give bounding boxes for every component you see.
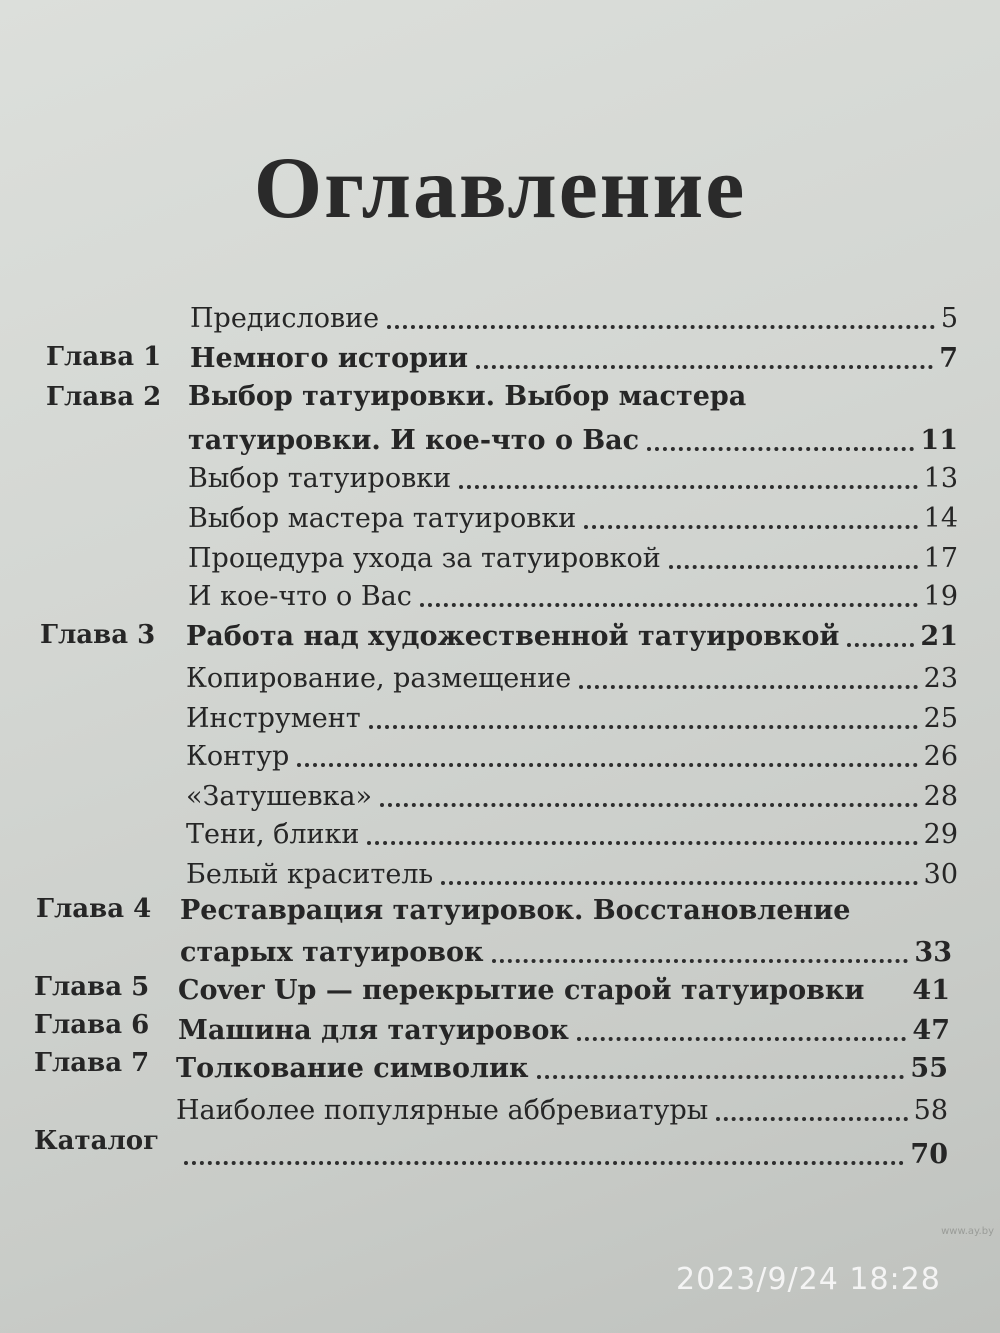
- leader-dots: [577, 1037, 907, 1041]
- toc-entry-ch2: [188, 422, 958, 458]
- leader-dots: [297, 763, 917, 767]
- toc-entry-choice: [188, 460, 958, 496]
- page-number: 25: [923, 703, 958, 734]
- toc-entry-shadows: [186, 816, 958, 852]
- entry-title: старых татуировок: [180, 937, 484, 968]
- page-number: 21: [920, 621, 958, 652]
- toc-entry-white: [186, 856, 958, 892]
- page-number: 55: [910, 1053, 948, 1084]
- leader-dots: [492, 959, 909, 963]
- entry-title: Выбор татуировки: [188, 463, 452, 494]
- entry-title: И кое-что о Вас: [188, 581, 412, 612]
- toc-entry-shading: [186, 778, 958, 814]
- leader-dots: [184, 1161, 904, 1165]
- entry-title: Контур: [186, 741, 290, 772]
- leader-dots: [716, 1117, 907, 1121]
- toc-entry-history: [190, 340, 958, 376]
- leader-dots: [476, 365, 933, 369]
- page-number: 26: [923, 741, 958, 772]
- chapter-label-3: Глава 3: [40, 620, 156, 650]
- page-number: 28: [923, 781, 958, 812]
- toc-entry-you: [188, 578, 958, 614]
- page-number: 14: [923, 503, 958, 534]
- page-number: 58: [913, 1095, 948, 1126]
- leader-dots: [380, 803, 918, 807]
- entry-title: Немного истории: [190, 343, 469, 374]
- entry-title: Выбор мастера татуировки: [188, 503, 577, 534]
- page-number: 30: [923, 859, 958, 890]
- toc-entry-copy: [186, 660, 958, 696]
- page-number: 13: [923, 463, 958, 494]
- photo-timestamp: 2023/9/24 18:28: [676, 1262, 941, 1297]
- page-number: 19: [923, 581, 958, 612]
- entry-title: Машина для татуировок: [178, 1015, 569, 1046]
- page-number: 33: [914, 937, 952, 968]
- page-number: 7: [939, 343, 958, 374]
- watermark: www.ay.by: [941, 1226, 994, 1237]
- entry-title: Инструмент: [186, 703, 361, 734]
- leader-dots: [420, 603, 918, 607]
- page-number: 5: [940, 303, 958, 334]
- entry-title: Белый краситель: [186, 859, 434, 890]
- entry-title: Тени, блики: [186, 819, 360, 850]
- toc-entry-contour: [186, 738, 958, 774]
- toc-entry-master: [188, 500, 958, 536]
- page-number: 70: [910, 1139, 948, 1170]
- toc-entry-ch2-line1: Выбор татуировки. Выбор мастера: [188, 381, 747, 412]
- chapter-label-2: Глава 2: [46, 382, 162, 412]
- toc-entry-care: [188, 540, 958, 576]
- entry-title: Работа над художественной татуировкой: [186, 621, 840, 652]
- toc-entry-ch5: [178, 972, 950, 1008]
- chapter-label-5: Глава 5: [34, 972, 150, 1002]
- toc-entry-ch4-line1: Реставрация татуировок. Восстановление: [180, 895, 851, 926]
- leader-dots: [441, 881, 917, 885]
- toc-entry-ch7: [176, 1050, 948, 1086]
- toc-entry-ch3: [186, 618, 958, 654]
- leader-dots: [459, 485, 917, 489]
- toc-entry-abbr: [176, 1092, 948, 1128]
- page-number: 17: [923, 543, 958, 574]
- page-number: 29: [923, 819, 958, 850]
- leader-dots: [872, 997, 906, 1001]
- leader-dots: [387, 325, 935, 329]
- entry-title: Копирование, размещение: [186, 663, 572, 694]
- toc-entry-preface: [190, 300, 958, 336]
- toc-entry-ch6: [178, 1012, 950, 1048]
- chapter-label-4: Глава 4: [36, 894, 152, 924]
- page-number: 11: [920, 425, 958, 456]
- chapter-label-1: Глава 1: [46, 342, 162, 372]
- chapter-label-6: Глава 6: [34, 1010, 150, 1040]
- leader-dots: [537, 1075, 905, 1079]
- toc-entry-ch4: [180, 934, 952, 970]
- entry-title: Толкование символик: [176, 1053, 529, 1084]
- chapter-label-7: Глава 7: [34, 1048, 150, 1078]
- page-number: 41: [912, 975, 950, 1006]
- leader-dots: [669, 565, 918, 569]
- entry-title: Cover Up — перекрытие старой татуировки: [178, 975, 865, 1006]
- leader-dots: [579, 685, 917, 689]
- entry-title: «Затушевка»: [186, 781, 373, 812]
- leader-dots: [367, 841, 917, 845]
- leader-dots: [847, 643, 914, 647]
- toc-entry-catalog: [176, 1136, 948, 1172]
- chapter-label-catalog: Каталог: [34, 1126, 160, 1156]
- leader-dots: [647, 447, 914, 451]
- page-number: 23: [923, 663, 958, 694]
- page-title: Оглавление: [253, 140, 747, 237]
- entry-title: татуировки. И кое-что о Вас: [188, 425, 640, 456]
- leader-dots: [584, 525, 917, 529]
- entry-title: Предисловие: [190, 303, 380, 334]
- page-number: 47: [912, 1015, 950, 1046]
- entry-title: Наиболее популярные аббревиатуры: [176, 1095, 709, 1126]
- leader-dots: [369, 725, 918, 729]
- toc-entry-tool: [186, 700, 958, 736]
- entry-title: Процедура ухода за татуировкой: [188, 543, 661, 574]
